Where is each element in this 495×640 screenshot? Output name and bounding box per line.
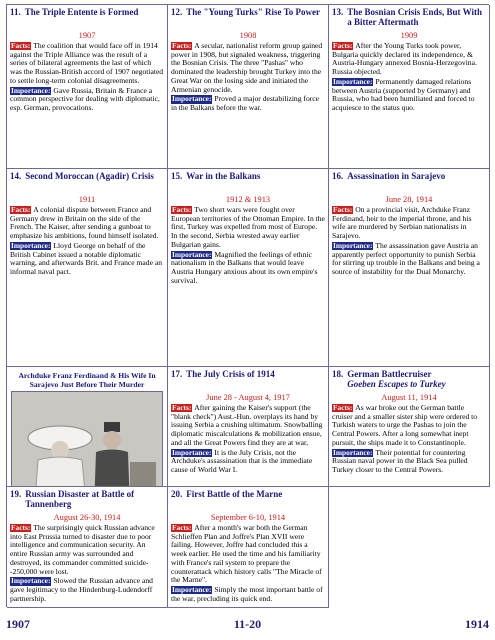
event-number: 20. (171, 489, 183, 499)
event-title: First Battle of the Marne (186, 489, 283, 499)
facts-label: Facts: (11, 41, 31, 50)
event-card (7, 169, 168, 367)
event-date: 1908 (239, 31, 257, 40)
importance-paragraph (171, 95, 325, 112)
event-title-block (25, 489, 164, 509)
importance-paragraph (332, 78, 486, 113)
event-number: 12. (171, 7, 183, 17)
importance-text: Their potential for countering Russian naval power in the Black Sea pulled Turkey closer to the Central Powers. (332, 447, 468, 474)
event-number: 15. (171, 171, 183, 181)
facts-paragraph (332, 42, 486, 77)
event-heading (332, 171, 486, 191)
event-title: Assassination in Sarajevo (347, 171, 446, 181)
footer-start-year: 1907 (6, 616, 30, 631)
event-date: September 6-10, 1914 (210, 513, 286, 522)
facts-text: After gaining the Kaiser's support (the "blank check") Aust.-Hun. overplays its hand by issuing Serbia a crushing ultimatum. Snowballing diplomatic miscalculations & mobilization ensue, and all the Great Powers find they are at war, (171, 403, 323, 447)
event-title-block (25, 7, 164, 27)
footer-range: 11-20 (233, 616, 262, 631)
importance-text: Lloyd George on behalf of the British Cabinet issued a notable diplomatic warning, and afterwards Brit. and France made an informal naval pact. (10, 240, 163, 276)
event-card (329, 367, 490, 487)
facts-paragraph (10, 524, 164, 576)
event-card (7, 5, 168, 169)
event-heading (10, 171, 164, 191)
importance-label: Importance: (333, 447, 373, 457)
facts-paragraph (10, 206, 164, 241)
event-date: 1907 (78, 31, 96, 40)
facts-label: Facts: (333, 41, 353, 50)
event-date: 1912 & 1913 (225, 195, 271, 204)
event-title-block (347, 369, 486, 389)
importance-paragraph (10, 87, 164, 113)
importance-paragraph (332, 242, 486, 277)
event-date: 1909 (400, 31, 418, 40)
facts-label: Facts: (172, 41, 192, 50)
event-heading (10, 7, 164, 27)
facts-label: Facts: (11, 523, 31, 532)
facts-paragraph (171, 206, 325, 250)
event-date: June 28, 1914 (385, 195, 433, 204)
importance-text: Slowed the Russian advance and gave legitimacy to the Hindenburg-Ludendorff partnership. (10, 576, 153, 603)
importance-label: Importance: (172, 249, 212, 259)
event-title: German Battlecruiser (347, 369, 432, 379)
facts-label: Facts: (11, 205, 31, 214)
facts-paragraph (171, 524, 325, 585)
facts-paragraph (332, 404, 486, 448)
event-number: 16. (332, 171, 344, 181)
event-number: 13. (332, 7, 344, 17)
facts-text: Two short wars were fought over European territories of the Ottoman Empire. In the first, Turkey was expelled from most of Europe. In the second, Serbia wrested away earlier Bulgarian gains. (171, 205, 325, 249)
event-heading (171, 489, 325, 509)
importance-paragraph (332, 449, 486, 475)
event-date: August 11, 1914 (381, 393, 437, 402)
event-card (329, 5, 490, 169)
event-card (329, 169, 490, 367)
archduke-photo (11, 391, 163, 487)
facts-text: After a month's war both the German Schlieffen Plan and Joffre's Plan XVII were failing. However, Joffre had concluded this a week earlier. He used the time and his familiarity with France's rail system to prepare the counterattack which history calls "The Miracle of the Marne". (171, 523, 322, 585)
event-card (7, 487, 168, 608)
event-number: 19. (10, 489, 22, 499)
importance-label: Importance: (333, 76, 373, 86)
importance-text: Magnified the feelings of ethnic nationalism in the Balkans that would leave Austria Hungary anxious about its own empire's survival. (171, 249, 318, 285)
page-footer (6, 612, 489, 636)
event-title-block (186, 171, 325, 191)
importance-paragraph (171, 449, 325, 475)
facts-paragraph (10, 42, 164, 86)
facts-text: A secular, nationalist reform group gained power in 1908, but signaled weakness, triggering the Bosnian Crisis. The three "Pashas" who dominated the leadership brought Turkey into the Great War on the losing side and initiated the Armenian genocide. (171, 41, 323, 94)
facts-label: Facts: (172, 205, 192, 214)
importance-paragraph (171, 251, 325, 286)
event-title-block (186, 489, 325, 509)
importance-paragraph (171, 586, 325, 603)
event-title-block (347, 171, 486, 191)
facts-text: After the Young Turks took power, Bulgaria quickly declared its independence, & Austria-Hungary annexed Bosnia-Herzegovina. Russia objected. (332, 41, 477, 77)
importance-text: Permanently damaged relations between Austria (supported by Germany) and Russia, who had been humiliated and forced to acquiesce to the status quo. (332, 76, 475, 112)
importance-label: Importance: (11, 240, 51, 250)
importance-label: Importance: (333, 240, 373, 250)
event-title-block (347, 7, 486, 27)
event-date: June 28 - August 4, 1917 (206, 393, 290, 402)
event-heading (171, 369, 325, 389)
facts-text: The coalition that would face off in 1914 against the Triple Alliance was the result of a series of bilateral agreements the last of which was the Russian-British accord of 1907 negotiated to settle long-term colonial disagreements. (10, 41, 164, 85)
event-card (168, 487, 329, 608)
event-title: War in the Balkans (186, 171, 261, 181)
importance-text: Proved a major destabilizing force in the Balkans before the war. (171, 94, 320, 112)
event-subtitle: Goeben Escapes to Turkey (347, 379, 446, 389)
importance-text: Gave Russia, Britain & France a common perspective for dealing with diplomatic, esp. German, provocations. (10, 85, 160, 112)
event-heading (171, 7, 325, 27)
event-heading (332, 369, 486, 389)
event-number: 11. (10, 7, 21, 17)
event-date: 1911 (78, 195, 96, 204)
importance-label: Importance: (11, 85, 51, 95)
facts-text: A colonial dispute between France and Germany drew in Britain on the side of the French. The Kaiser, after sending a gunboat to emphasize his ambitions, found himself isolated. (10, 205, 159, 241)
importance-text: Simply the most important battle of the war, precluding its quick end. (171, 584, 323, 603)
photo-caption: Archduke Franz Ferdinand & His Wife In Sarajevo Just Before Their Murder (18, 371, 156, 389)
event-title: The "Young Turks" Rise To Power (186, 7, 321, 17)
timeline-grid (6, 4, 489, 607)
importance-paragraph (10, 577, 164, 603)
importance-paragraph (10, 242, 164, 277)
event-heading (10, 489, 164, 509)
facts-text: As war broke out the German battle cruiser and a smaller sister ship were ordered to Turkish waters to urge the Pashas to join the Central Powers. After a long somewhat inept pursuit, the ships made it to Constantinople. (332, 403, 478, 447)
event-title: The Bosnian Crisis Ends, But With a Bitter Aftermath (347, 7, 482, 27)
importance-text: The assassination gave Austria an apparently perfect opportunity to punish Serbia for stirring up trouble in the Balkans and being a source of instability for the Dual Monarchy. (332, 240, 480, 276)
facts-text: The surprisingly quick Russian advance into East Prussia turned to disaster due to poor intelligence and communication security. An entire Russian army was surrounded and destroyed, its commander committed suicide--250,000 were lost. (10, 523, 155, 576)
importance-label: Importance: (172, 447, 212, 457)
importance-label: Importance: (172, 584, 212, 594)
event-number: 17. (171, 369, 183, 379)
event-heading (171, 171, 325, 191)
event-card (168, 367, 329, 487)
photo-panel (7, 367, 168, 487)
facts-paragraph (171, 404, 325, 448)
facts-label: Facts: (333, 403, 353, 412)
event-card (168, 169, 329, 367)
event-date: August 26-30, 1914 (53, 513, 121, 522)
footer-end-year: 1914 (465, 616, 489, 631)
event-title: Second Moroccan (Agadir) Crisis (25, 171, 154, 181)
facts-paragraph (171, 42, 325, 94)
event-title: The Triple Entente is Formed (24, 7, 139, 17)
event-heading (332, 7, 486, 27)
facts-label: Facts: (172, 523, 192, 532)
event-title: Russian Disaster at Battle of Tannenberg (25, 489, 135, 509)
facts-label: Facts: (172, 403, 192, 412)
importance-text: It is the July Crisis, not the Archduke's assassination that is the immediate cause of World War I. (171, 447, 313, 474)
facts-text: On a provincial visit, Archduke Franz Ferdinand, heir to the imperial throne, and his wife are murdered by Serbian nationalists in Sarajevo. (332, 205, 472, 241)
importance-label: Importance: (172, 94, 212, 104)
facts-label: Facts: (333, 205, 353, 214)
event-number: 14. (10, 171, 22, 181)
event-title: The July Crisis of 1914 (186, 369, 275, 379)
event-number: 18. (332, 369, 344, 379)
facts-paragraph (332, 206, 486, 241)
importance-label: Importance: (11, 576, 51, 586)
event-card (168, 5, 329, 169)
event-title-block (186, 7, 325, 27)
event-title-block (25, 171, 164, 191)
event-title-block (186, 369, 325, 389)
